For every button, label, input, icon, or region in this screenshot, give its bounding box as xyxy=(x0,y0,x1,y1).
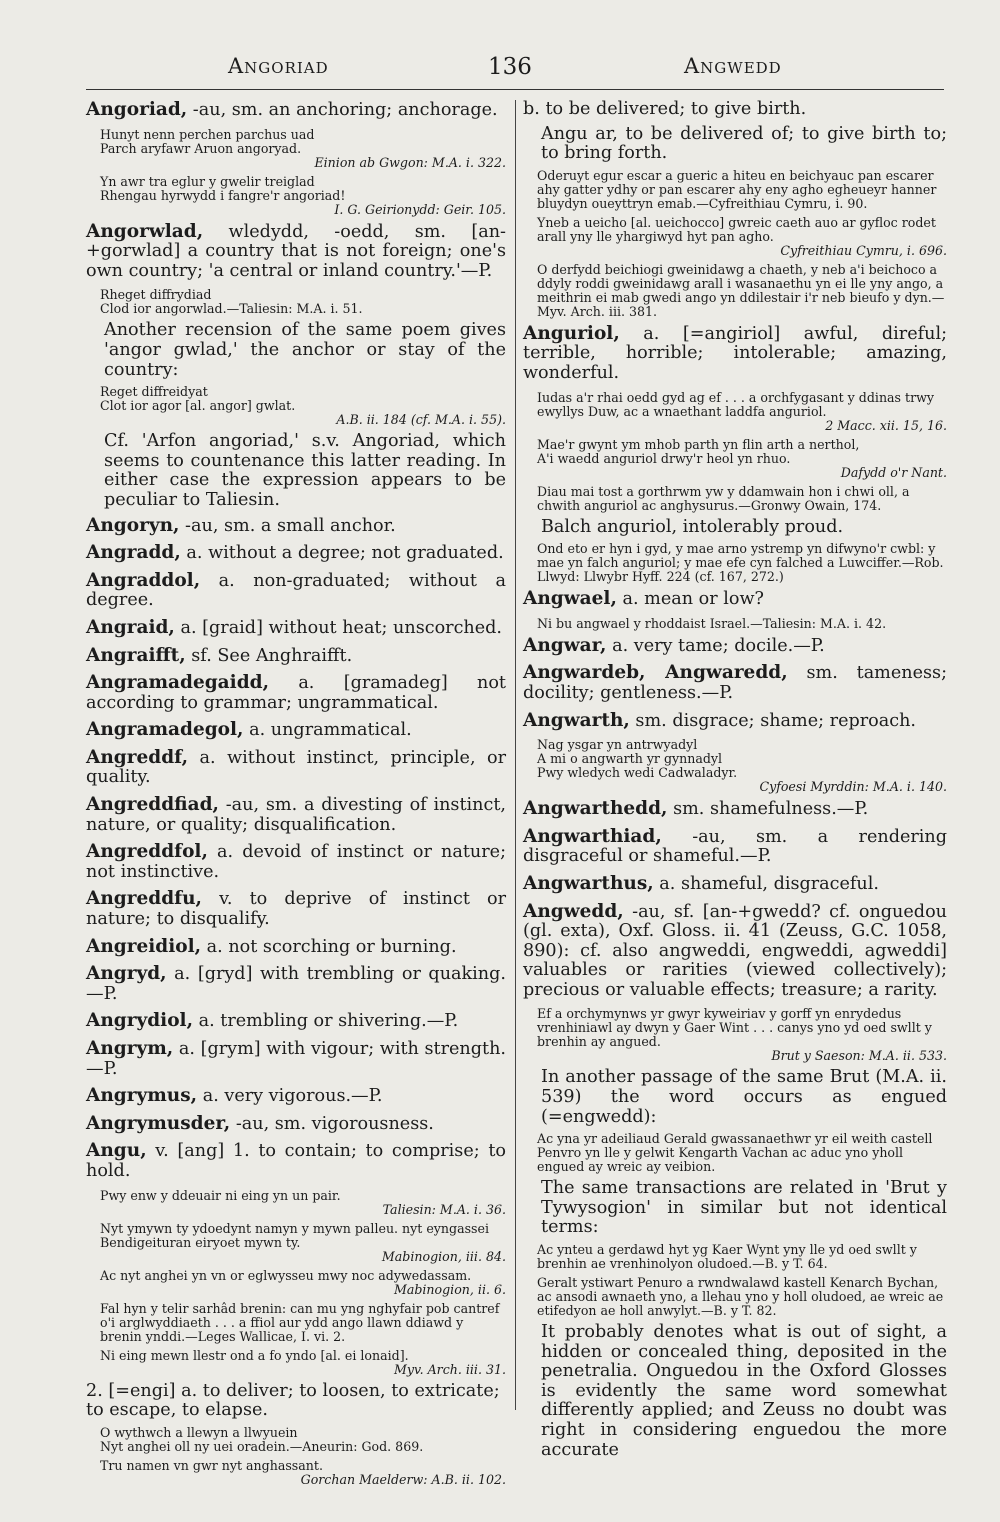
quote-source: Mabinogion, ii. 6. xyxy=(393,1281,506,1297)
citation-quote xyxy=(100,1459,506,1487)
quote-source: Myv. Arch. iii. 31. xyxy=(393,1361,506,1377)
sense-line: b. to be delivered; to give birth. xyxy=(523,99,807,119)
quote-line: Rhengau hyrwydd i fangre'r angoriad! xyxy=(100,187,346,203)
citation-quote xyxy=(100,385,506,427)
definition: -au, sm. a rendering disgraceful or shameful.—P. xyxy=(523,826,947,867)
page-number: 136 xyxy=(488,54,532,80)
citation-quote xyxy=(100,1426,506,1454)
quote-line: Parch aryfawr Aruon angoryad. xyxy=(100,140,302,156)
headword: Angwarthus, xyxy=(523,872,654,894)
headword: Angryd, xyxy=(86,963,167,985)
running-header xyxy=(0,54,1000,90)
headword: Angramadegol, xyxy=(86,719,244,741)
quote-line: Nag ysgar yn antrwyadyl xyxy=(537,737,698,753)
quote-line: Nyt anghei oll ny uei oradein.—Aneurin: God. 869. xyxy=(100,1438,424,1454)
quote-line: Yn awr tra eglur y gwelir treiglad xyxy=(100,173,315,189)
headword: Angoriad, xyxy=(86,99,188,120)
quote-line: Ond eto er hyn i gyd, y mae arno ystremp yn difwyno'r cwbl: y mae yn falch anguriol; y mae efe cyn falched a Luwciffer.—Rob. Llwyd: Llwybr Hyff. 224 (cf. 167, 272.) xyxy=(537,541,944,585)
dictionary-entry xyxy=(523,874,947,895)
headword: Angrydiol, xyxy=(86,1010,194,1032)
commentary-paragraph: In another passage of the same Brut (M.A. ii. 539) the word occurs as engued (=engwedd): xyxy=(541,1067,947,1127)
dictionary-entry xyxy=(86,222,506,282)
headword: Angreddfu, xyxy=(86,888,202,910)
dictionary-entry xyxy=(86,646,506,667)
definition: a. very tame; docile.—P. xyxy=(606,635,825,656)
quote-line: Ni bu angwael y rhoddaist Israel.—Taliesin: M.A. i. 42. xyxy=(537,615,887,631)
headword: Angorwlad, xyxy=(86,220,204,242)
citation-quote xyxy=(537,1276,947,1318)
citation-quote xyxy=(537,617,947,631)
definition: a. very vigorous.—P. xyxy=(197,1086,383,1107)
sense-line: 2. [=engi] a. to deliver; to loosen, to extricate; to escape, to elapse. xyxy=(86,1380,500,1421)
commentary-paragraph: It probably denotes what is out of sight, a hidden or concealed thing, deposited in the penetralia. Onguedou in the Oxford Glosses is evidently the same word somewhat differently applied; and Zeuss no doubt was right in considering enguedou the more accurate xyxy=(541,1322,947,1460)
dictionary-entry xyxy=(86,795,506,835)
dictionary-entry xyxy=(86,673,506,713)
quote-line: Tru namen vn gwr nyt anghassant. xyxy=(100,1457,323,1473)
citation-quote xyxy=(537,485,947,513)
headword: Angreddfiad, xyxy=(86,794,219,816)
commentary-paragraph: Angu ar, to be delivered of; to give birth to; to bring forth. xyxy=(541,123,947,164)
definition: -au, sm. vigorousness. xyxy=(230,1113,434,1134)
headword: Angramadegaidd, xyxy=(86,672,270,694)
quote-line: Hunyt nenn perchen parchus uad xyxy=(100,126,315,142)
quote-source: Cyfreithiau Cymru, i. 696. xyxy=(780,242,947,258)
dictionary-entry xyxy=(523,663,947,703)
definition: -au, sm. an anchoring; anchorage. xyxy=(187,100,498,120)
commentary-paragraph: Cf. 'Arfon angoriad,' s.v. Angoriad, which seems to countenance this latter reading. In either case the expression appears to be peculiar to Taliesin. xyxy=(104,431,506,510)
quote-line: Ac ynteu a gerdawd hyt yg Kaer Wynt yny lle yd oed swllt y brenhin ae vrenhinolyon oludoed.—B. y T. 64. xyxy=(537,1242,917,1272)
dictionary-entry xyxy=(86,1141,506,1181)
dictionary-entry xyxy=(86,889,506,929)
quote-source: A.B. ii. 184 (cf. M.A. i. 55). xyxy=(336,412,506,428)
header-last-word: Angwedd xyxy=(684,54,782,78)
definition: sm. shamefulness.—P. xyxy=(667,799,869,820)
left-column xyxy=(86,100,506,1492)
dictionary-entry xyxy=(86,937,506,958)
quote-line: Pwy enw y ddeuair ni eing yn un pair. xyxy=(100,1187,341,1203)
quote-line: Nyt ymywn ty ydoedynt namyn y mywn palleu. nyt eyngassei Bendigeituran eiryoet mywn ty. xyxy=(100,1220,490,1250)
quote-line: Ef a orchymynws yr gwyr kyweiriav y gorff yn enrydedus vrenhiniawl ay dwyn y Gaer Wint . . . canys yno yd oed swllt y brenhin ay angued. xyxy=(537,1006,932,1050)
headword: Angrymusder, xyxy=(86,1112,231,1134)
citation-quote xyxy=(537,263,947,319)
headword: Angwardeb, Angwaredd, xyxy=(523,662,788,684)
headword: Angraifft, xyxy=(86,644,186,666)
headword: Angu, xyxy=(86,1140,147,1162)
citation-quote xyxy=(537,1132,947,1174)
citation-quote xyxy=(100,1302,506,1344)
citation-quote xyxy=(537,542,947,584)
quote-source: Einion ab Gwgon: M.A. i. 322. xyxy=(314,154,506,170)
dictionary-entry xyxy=(86,571,506,611)
quote-source: I. G. Geirionydd: Geir. 105. xyxy=(334,201,506,217)
quote-source: Mabinogion, iii. 84. xyxy=(381,1248,506,1264)
definition: a. [gramadeg] not according to grammar; ungrammatical. xyxy=(86,673,506,713)
citation-quote xyxy=(100,288,506,316)
dictionary-entry xyxy=(523,636,947,657)
right-column xyxy=(523,100,947,1465)
quote-line: Reget diffreidyat xyxy=(100,384,208,400)
dictionary-entry xyxy=(86,516,506,537)
definition: sm. tameness; docility; gentleness.—P. xyxy=(523,663,948,703)
quote-source: Dafydd o'r Nant. xyxy=(840,464,947,480)
citation-quote xyxy=(537,169,947,211)
quote-line: Oderuyt egur escar a gueric a hiteu en beichyauc pan escarer ahy gatter ydhy or pan escarer ahy eny agho egheueyr hanner bluydyn oueyttryn emab.—Cyfreithiau Cymru, i. 90. xyxy=(537,167,937,211)
headword: Angwar, xyxy=(523,634,607,656)
citation-quote xyxy=(537,438,947,480)
dictionary-entry xyxy=(523,827,947,867)
dictionary-entry xyxy=(523,589,947,610)
dictionary-entry xyxy=(86,1039,506,1079)
quote-line: Ac yna yr adeiliaud Gerald gwassanaethwr yr eil weith castell Penvro yn lle y gelwit Kengarth Vachan ac aduc yno yholl engued ay wreic ay veibion. xyxy=(537,1131,933,1175)
quote-line: Geralt ystiwart Penuro a rwndwalawd kastell Kenarch Bychan, ac ansodi awnaeth yno, a llehau yno y holl oludoed, ae wreic ae etifedyon ae holl anwylyt.—B. y T. 82. xyxy=(537,1275,944,1319)
definition: a. ungrammatical. xyxy=(243,720,412,741)
citation-quote xyxy=(100,1349,506,1377)
header-first-word: Angoriad xyxy=(228,54,329,78)
header-rule xyxy=(86,89,944,90)
headword: Angrymus, xyxy=(86,1085,198,1107)
dictionary-entry xyxy=(86,748,506,788)
headword: Angreddf, xyxy=(86,746,189,768)
dictionary-entry xyxy=(86,1086,506,1107)
quote-source: 2 Macc. xii. 15, 16. xyxy=(825,417,947,433)
quote-line: O wythwch a llewyn a llwyuein xyxy=(100,1424,298,1440)
quote-line: Clod ior angorwlad.—Taliesin: M.A. i. 51. xyxy=(100,301,363,317)
citation-quote xyxy=(537,216,947,258)
definition: a. not scorching or burning. xyxy=(201,936,457,957)
dictionary-entry xyxy=(86,1114,506,1135)
definition: a. shameful, disgraceful. xyxy=(653,873,879,894)
quote-source: Cyfoesi Myrddin: M.A. i. 140. xyxy=(759,779,947,795)
headword: Angraid, xyxy=(86,616,175,638)
headword: Angrym, xyxy=(86,1038,174,1059)
dictionary-entry xyxy=(86,842,506,882)
quote-line: Ni eing mewn llestr ond a fo yndo [al. ei lonaid]. xyxy=(100,1347,409,1363)
headword: Angwarthedd, xyxy=(523,798,668,820)
headword: Angreddfol, xyxy=(86,841,208,863)
quote-line: A mi o angwarth yr gynnadyl xyxy=(537,751,723,767)
quote-line: Rheget diffrydiad xyxy=(100,287,212,303)
headword: Angoryn, xyxy=(86,514,180,536)
definition: a. mean or low? xyxy=(616,589,764,610)
quote-source: Brut y Saeson: M.A. ii. 533. xyxy=(771,1048,947,1064)
definition: -au, sf. [an-+gwedd? cf. onguedou (gl. exta), Oxf. Gloss. ii. 41 (Zeuss, G.C. 1058, 890): cf. also angweddi, engweddi, agweddi] valuables or rarities (viewed collectively); precious or valuable effects; treasure; a rarity. xyxy=(523,901,947,1000)
dictionary-entry xyxy=(86,964,506,1004)
column-divider xyxy=(515,100,516,1410)
definition: a. [gryd] with trembling or quaking.—P. xyxy=(86,964,506,1004)
definition: v. [ang] 1. to contain; to comprise; to hold. xyxy=(86,1141,506,1181)
commentary-paragraph: The same transactions are related in 'Brut y Tywysogion' in similar but not identical terms: xyxy=(541,1178,947,1238)
definition: a. [grym] with vigour; with strength.—P. xyxy=(86,1039,506,1079)
definition: v. to deprive of instinct or nature; to disqualify. xyxy=(86,889,506,930)
headword: Angwael, xyxy=(523,588,617,610)
quote-line: Diau mai tost a gorthrwm yw y ddamwain hon i chwi oll, a chwith anguriol ac anghysurus.—Gronwy Owain, 174. xyxy=(537,483,910,513)
headword: Angraddol, xyxy=(86,569,201,591)
dictionary-entry xyxy=(523,711,947,732)
quote-line: Yneb a ueicho [al. ueichocco] gwreic caeth auo ar gyfloc rodet arall yny lle yhargiwyd hyt pan agho. xyxy=(537,214,936,244)
definition: -au, sm. a small anchor. xyxy=(179,515,396,536)
headword: Angwarth, xyxy=(523,709,630,731)
commentary-paragraph: Balch anguriol, intolerably proud. xyxy=(541,516,844,537)
quote-line: Clot ior agor [al. angor] gwlat. xyxy=(100,398,296,414)
dictionary-entry xyxy=(86,100,506,121)
citation-quote xyxy=(100,128,506,170)
definition: sf. See Anghraifft. xyxy=(185,645,353,666)
definition: a. [=angiriol] awful, direful; terrible, horrible; intolerable; amazing, wonderful. xyxy=(523,323,947,383)
dictionary-entry xyxy=(523,324,947,384)
dictionary-entry xyxy=(523,902,947,1001)
citation-quote xyxy=(100,175,506,217)
citation-quote xyxy=(537,738,947,794)
quote-source: Gorchan Maelderw: A.B. ii. 102. xyxy=(300,1471,506,1487)
quote-line: Ac nyt anghei yn vn or eglwysseu mwy noc adywedassam. xyxy=(100,1267,472,1283)
definition: -au, sm. a divesting of instinct, nature, or quality; disqualification. xyxy=(86,795,506,835)
definition: a. non-graduated; without a degree. xyxy=(86,570,506,611)
citation-quote xyxy=(100,1222,506,1264)
dictionary-entry xyxy=(86,1011,506,1032)
citation-quote xyxy=(537,391,947,433)
definition: a. without instinct, principle, or quality. xyxy=(86,747,506,788)
quote-line: A'i waedd anguriol drwy'r heol yn rhuo. xyxy=(537,450,791,466)
dictionary-entry xyxy=(86,618,506,639)
quote-line: Pwy wledych wedi Cadwaladyr. xyxy=(537,765,738,781)
dictionary-entry xyxy=(523,799,947,820)
definition: a. devoid of instinct or nature; not instinctive. xyxy=(86,842,506,882)
definition: a. without a degree; not graduated. xyxy=(180,543,504,564)
headword: Anguriol, xyxy=(523,322,620,344)
quote-source: Taliesin: M.A. i. 36. xyxy=(382,1201,506,1217)
commentary-paragraph: Another recension of the same poem gives 'angor gwlad,' the anchor or stay of the country: xyxy=(104,320,506,380)
definition: a. trembling or shivering.—P. xyxy=(193,1011,459,1032)
citation-quote xyxy=(537,1007,947,1063)
headword: Angwarthiad, xyxy=(523,825,662,847)
dictionary-entry xyxy=(86,543,506,564)
citation-quote xyxy=(537,1243,947,1271)
quote-line: Mae'r gwynt ym mhob parth yn flin arth a nerthol, xyxy=(537,436,860,452)
headword: Angradd, xyxy=(86,542,181,564)
quote-line: Iudas a'r rhai oedd gyd ag ef . . . a orchfygasant y ddinas trwy ewyllys Duw, ac a wnaethant laddfa anguriol. xyxy=(537,389,934,419)
definition: sm. disgrace; shame; reproach. xyxy=(629,710,917,731)
quote-line: Fal hyn y telir sarhâd brenin: can mu yng nghyfair pob cantref o'i arglwyddiaeth . . . a ffiol aur ydd ango llawn ddiawd y brenin ynddi.—Leges Wallicae, I. vi. 2. xyxy=(100,1300,500,1344)
quote-line: O derfydd beichiogi gweinidawg a chaeth, y neb a'i beichoco a ddyly roddi gweinidawg arall i wasanaethu yn ei lle yny ango, a meithrin ei mab gwedi ango yn ddilestair i'r neb bieufo y dyn.—Myv. Arch. iii. 381. xyxy=(537,261,945,319)
definition: a. [graid] without heat; unscorched. xyxy=(174,617,503,638)
headword: Angreidiol, xyxy=(86,935,202,957)
definition: wledydd, -oedd, sm. [an-+gorwlad] a country that is not foreign; one's own country; 'a central or inland country.'—P. xyxy=(86,221,506,281)
headword: Angwedd, xyxy=(523,900,624,922)
dictionary-entry xyxy=(86,720,506,741)
citation-quote xyxy=(100,1189,506,1217)
citation-quote xyxy=(100,1269,506,1297)
